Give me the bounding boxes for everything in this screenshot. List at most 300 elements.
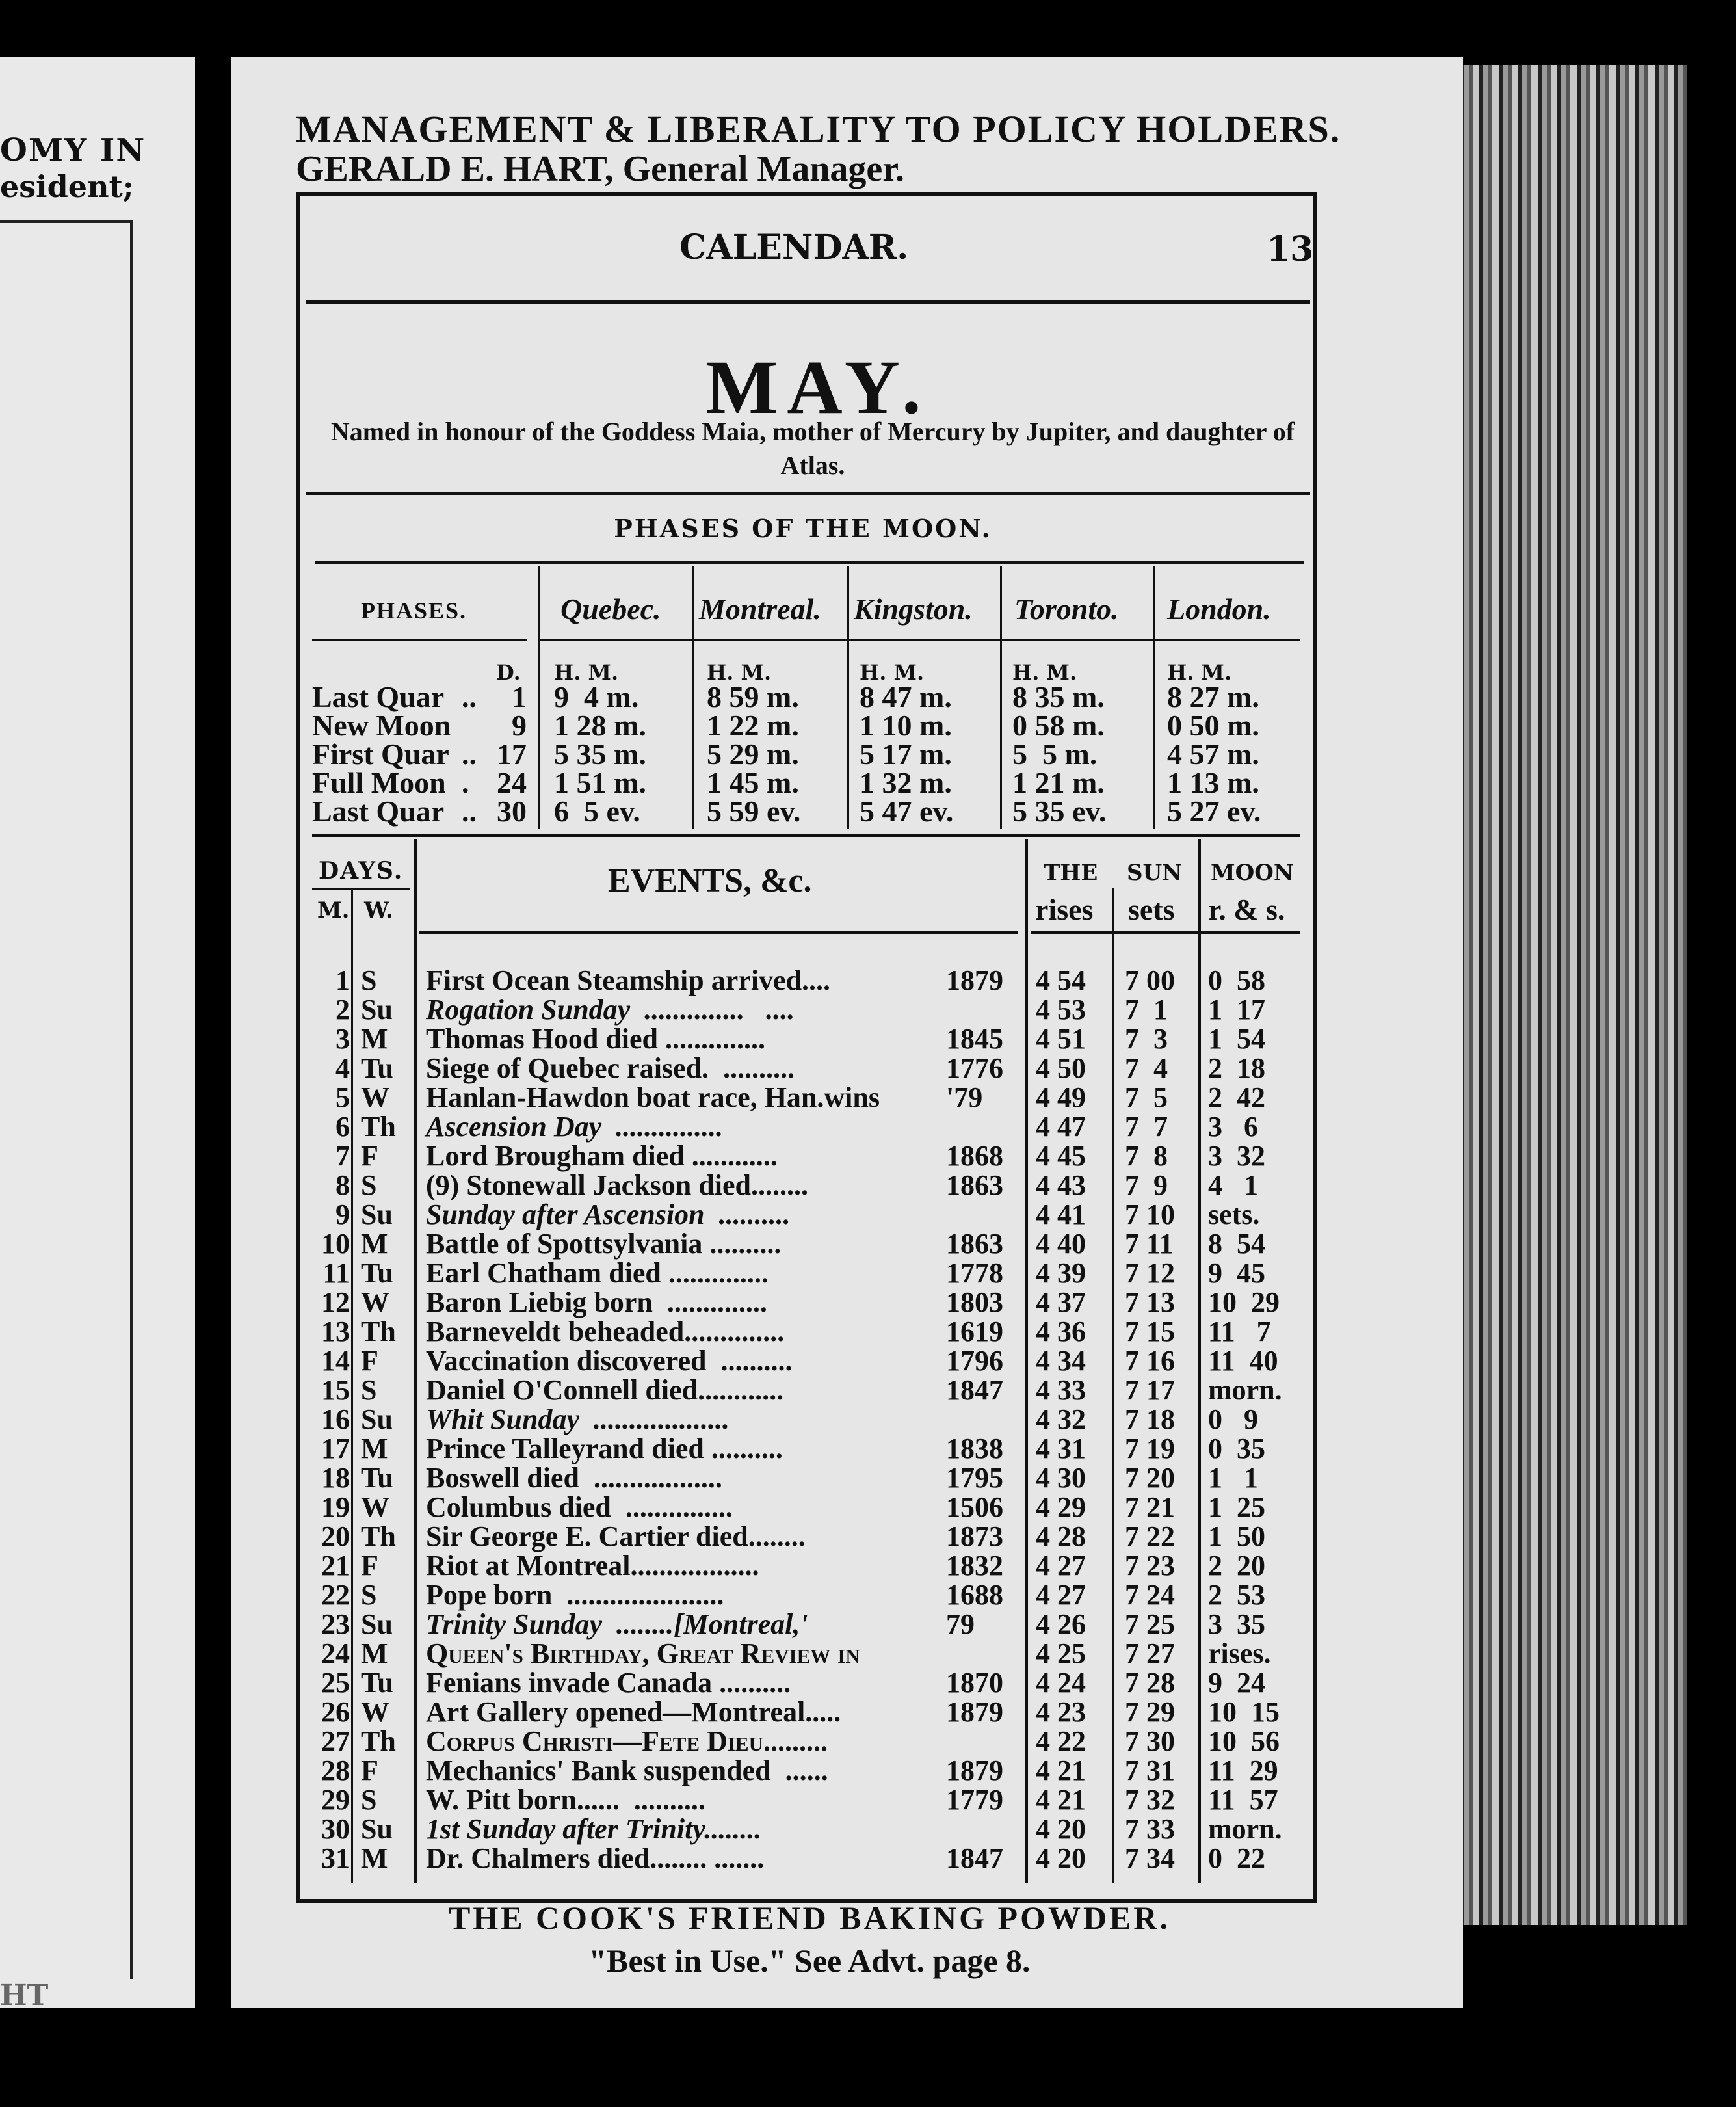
event-text: Baron Liebig born .............. (426, 1286, 767, 1318)
header-line-2: GERALD E. HART, General Manager. (296, 149, 905, 189)
table-row (0, 1492, 1736, 1522)
sun-sets: 7 7 (1125, 1111, 1168, 1143)
day-of-month: 24 (321, 1637, 350, 1669)
day-of-month: 9 (335, 1199, 350, 1230)
event-text: Siege of Quebec raised. .......... (426, 1052, 795, 1084)
sun-rises: 4 31 (1036, 1433, 1086, 1464)
day-of-month: 12 (321, 1286, 350, 1318)
table-row (0, 995, 1736, 1024)
phase-time: 1 10 m. (860, 709, 952, 742)
sun-rises: 4 54 (1036, 964, 1086, 996)
footer-advert: THE COOK'S FRIEND BAKING POWDER. (448, 1900, 1171, 1936)
event-text: Hanlan-Hawdon boat race, Han.wins (426, 1081, 880, 1113)
day-of-week: W (361, 1491, 389, 1523)
day-of-week: Su (361, 1608, 393, 1640)
event-text: Barneveldt beheaded.............. (426, 1316, 785, 1347)
divider (306, 300, 1310, 304)
event-text: Battle of Spottsylvania .......... (426, 1228, 782, 1260)
phase-time: 1 28 m. (554, 709, 646, 742)
day-of-month: 6 (335, 1111, 350, 1143)
sun-sets: 7 4 (1125, 1052, 1168, 1084)
event-year: 1847 (946, 1374, 1003, 1406)
table-row (0, 1229, 1736, 1258)
sun-rises: 4 34 (1036, 1345, 1086, 1377)
sun-rises: 4 36 (1036, 1316, 1086, 1347)
phase-day: 1 (512, 680, 527, 713)
sets-label: sets (1128, 893, 1175, 926)
event-text: Prince Talleyrand died .......... (426, 1433, 783, 1464)
table-row (0, 1639, 1736, 1668)
hm-label: H. M. (707, 660, 772, 685)
m-label: M. (317, 897, 350, 923)
day-of-week: Tu (361, 1462, 393, 1494)
sun-sets: 7 27 (1125, 1637, 1175, 1669)
phase-time: 1 51 m. (554, 766, 646, 799)
event-year: 1803 (946, 1286, 1003, 1318)
phase-time: 0 58 m. (1012, 709, 1105, 742)
event-year: 1832 (946, 1550, 1003, 1582)
phases-label: PHASES. (361, 598, 467, 624)
event-year: 1845 (946, 1023, 1003, 1055)
event-text: Thomas Hood died .............. (426, 1023, 765, 1055)
day-of-week: F (361, 1755, 378, 1786)
facing-page-text: esident; (0, 169, 134, 204)
day-of-week: Tu (361, 1667, 393, 1699)
sun-sets: 7 1 (1125, 994, 1168, 1026)
day-of-week: Th (361, 1520, 396, 1552)
day-of-month: 3 (335, 1023, 350, 1055)
divider (306, 492, 1310, 495)
moon-rise-set: 1 17 (1208, 994, 1265, 1026)
day-of-week: F (361, 1140, 378, 1172)
moon-rise-set: 0 35 (1208, 1433, 1265, 1464)
moon-rise-set: 11 7 (1208, 1316, 1271, 1347)
sun-sets: 7 00 (1125, 964, 1175, 996)
sun-rises: 4 39 (1036, 1257, 1086, 1289)
phase-time: 4 57 m. (1167, 737, 1259, 771)
table-row (0, 1668, 1736, 1697)
sun-rises: 4 20 (1036, 1842, 1086, 1874)
sun-sets: 7 20 (1125, 1462, 1175, 1494)
moon-rise-set: 0 22 (1208, 1842, 1265, 1874)
phase-time: 8 27 m. (1167, 680, 1259, 713)
phase-time: 8 47 m. (860, 680, 952, 713)
day-of-month: 14 (321, 1345, 350, 1377)
moon-rise-set: sets. (1208, 1199, 1260, 1230)
sun-rises: 4 50 (1036, 1052, 1086, 1084)
sun-sets: 7 33 (1125, 1813, 1175, 1845)
day-of-week: M (361, 1433, 388, 1464)
event-year: 1863 (946, 1169, 1003, 1201)
divider (312, 639, 527, 641)
sun-rises: 4 29 (1036, 1491, 1086, 1523)
table-row (0, 1463, 1736, 1492)
day-of-month: 26 (321, 1696, 350, 1728)
day-of-week: Th (361, 1111, 396, 1143)
event-year: 1688 (946, 1579, 1003, 1611)
event-text: Columbus died ............... (426, 1491, 733, 1523)
event-year: 1847 (946, 1842, 1003, 1874)
sun-sets: 7 17 (1125, 1374, 1175, 1406)
table-row (0, 1375, 1736, 1405)
phase-leader-dots: . (462, 766, 469, 799)
day-of-month: 31 (321, 1842, 350, 1874)
day-of-week: Su (361, 1403, 393, 1435)
facing-page-text: HT (0, 1979, 49, 2012)
phase-time: 5 29 m. (707, 737, 799, 771)
moon-rise-set: 0 9 (1208, 1403, 1258, 1435)
day-of-week: M (361, 1023, 388, 1055)
day-of-month: 17 (321, 1433, 350, 1464)
moon-rise-set: 10 56 (1208, 1725, 1280, 1757)
event-text: Sir George E. Cartier died........ (426, 1520, 806, 1552)
phase-name: Full Moon (312, 766, 446, 799)
table-row (0, 1024, 1736, 1054)
footer-advert-tagline: "Best in Use." See Advt. page 8. (588, 1942, 1031, 1979)
phase-time: 8 59 m. (707, 680, 799, 713)
table-row (0, 1814, 1736, 1844)
sun-rises: 4 20 (1036, 1813, 1086, 1845)
divider (312, 834, 1300, 837)
event-text: Riot at Montreal.................. (426, 1550, 759, 1582)
table-row (0, 1727, 1736, 1756)
sun-sets: 7 13 (1125, 1286, 1175, 1318)
moon-rise-set: 11 57 (1208, 1784, 1278, 1816)
phases-title: PHASES OF THE MOON. (614, 514, 992, 543)
phase-time: 5 35 ev. (1012, 795, 1107, 828)
moon-rise-set: 10 15 (1208, 1696, 1280, 1728)
phase-time: 5 47 ev. (860, 795, 954, 828)
table-row (0, 1288, 1736, 1317)
divider (419, 931, 1018, 934)
sun-sets: 7 21 (1125, 1491, 1175, 1523)
event-text: Dr. Chalmers died........ ....... (426, 1842, 765, 1874)
column-separator (1153, 566, 1155, 829)
hm-label: H. M. (554, 660, 619, 685)
rises-label: rises (1035, 893, 1094, 926)
table-row (0, 1434, 1736, 1463)
table-row (0, 1346, 1736, 1375)
sun-rises: 4 21 (1036, 1755, 1086, 1786)
event-year: 1795 (946, 1462, 1003, 1494)
phase-time: 5 27 ev. (1167, 795, 1261, 828)
day-of-month: 15 (321, 1374, 350, 1406)
city-london: London. (1167, 592, 1271, 626)
table-row (0, 1141, 1736, 1171)
event-year: 1863 (946, 1228, 1003, 1260)
phase-time: 5 5 m. (1012, 737, 1098, 771)
table-row (0, 1844, 1736, 1873)
event-year: 1868 (946, 1140, 1003, 1172)
moon-rise-set: morn. (1208, 1813, 1282, 1845)
table-row (0, 1112, 1736, 1141)
event-year: 1873 (946, 1520, 1003, 1552)
the-label: THE (1044, 860, 1098, 886)
day-of-month: 29 (321, 1784, 350, 1816)
moon-rise-set: 4 1 (1208, 1169, 1258, 1201)
sun-sets: 7 28 (1125, 1667, 1175, 1699)
day-of-week: S (361, 1374, 377, 1406)
event-text: Trinity Sunday ........[Montreal,' (426, 1608, 808, 1640)
days-label: DAYS. (319, 857, 404, 884)
day-of-month: 19 (321, 1491, 350, 1523)
phase-time: 0 50 m. (1167, 709, 1259, 742)
sun-rises: 4 53 (1036, 994, 1086, 1026)
column-separator (538, 566, 540, 829)
moon-rise-set: 1 1 (1208, 1462, 1258, 1494)
day-of-month: 27 (321, 1725, 350, 1757)
moon-rise-set: 1 50 (1208, 1520, 1265, 1552)
sun-sets: 7 23 (1125, 1550, 1175, 1582)
phase-leader-dots: .. (462, 795, 477, 828)
moon-rise-set: 3 32 (1208, 1140, 1265, 1172)
event-year: 1879 (946, 1755, 1003, 1786)
moon-rise-set: rises. (1208, 1637, 1271, 1669)
column-separator (1000, 566, 1002, 829)
sun-rises: 4 33 (1036, 1374, 1086, 1406)
event-text: Queen's Birthday, Great Review in (426, 1637, 860, 1669)
sun-label: SUN (1127, 860, 1183, 886)
sun-sets: 7 30 (1125, 1725, 1175, 1757)
day-of-week: S (361, 964, 377, 996)
table-row (0, 1785, 1736, 1814)
event-year: 1619 (946, 1316, 1003, 1347)
event-text: 1st Sunday after Trinity........ (426, 1813, 762, 1845)
day-of-month: 1 (335, 964, 350, 996)
event-year: 1778 (946, 1257, 1003, 1289)
sun-rises: 4 21 (1036, 1784, 1086, 1816)
sun-sets: 7 19 (1125, 1433, 1175, 1464)
day-of-month: 11 (322, 1257, 350, 1289)
sun-sets: 7 32 (1125, 1784, 1175, 1816)
phase-time: 1 32 m. (860, 766, 952, 799)
moon-rise-set: 9 45 (1208, 1257, 1265, 1289)
column-separator (692, 566, 694, 829)
event-text: Boswell died .................. (426, 1462, 722, 1494)
moon-rise-set: 9 24 (1208, 1667, 1265, 1699)
divider (1031, 931, 1300, 934)
phase-name: First Quar (312, 737, 449, 771)
event-year: 1879 (946, 964, 1003, 996)
phase-name: Last Quar (312, 680, 445, 713)
day-of-week: Tu (361, 1257, 393, 1289)
divider (315, 561, 1304, 564)
phase-day: 17 (497, 737, 527, 771)
sun-rises: 4 41 (1036, 1199, 1086, 1230)
event-text: Mechanics' Bank suspended ...... (426, 1755, 828, 1786)
day-of-week: Su (361, 1813, 393, 1845)
day-of-week: S (361, 1169, 377, 1201)
phase-time: 1 21 m. (1012, 766, 1105, 799)
day-label: D. (496, 660, 521, 685)
city-kingston: Kingston. (854, 592, 973, 626)
table-row (0, 1083, 1736, 1112)
sun-sets: 7 12 (1125, 1257, 1175, 1289)
day-of-month: 21 (321, 1550, 350, 1582)
day-of-month: 5 (335, 1081, 350, 1113)
city-montreal: Montreal. (699, 592, 821, 626)
hm-label: H. M. (1167, 660, 1232, 685)
event-year: 79 (946, 1608, 975, 1640)
moon-rise-set: 1 25 (1208, 1491, 1265, 1523)
sun-sets: 7 15 (1125, 1316, 1175, 1347)
sun-rises: 4 22 (1036, 1725, 1086, 1757)
event-year: 1776 (946, 1052, 1003, 1084)
phase-time: 9 4 m. (554, 680, 639, 713)
phase-time: 5 17 m. (860, 737, 952, 771)
sun-sets: 7 3 (1125, 1023, 1168, 1055)
event-text: Rogation Sunday .............. .... (426, 994, 795, 1026)
day-of-month: 25 (321, 1667, 350, 1699)
event-year: 1870 (946, 1667, 1003, 1699)
event-text: Pope born ...................... (426, 1579, 724, 1611)
table-row (0, 1551, 1736, 1580)
rs-label: r. & s. (1208, 893, 1285, 926)
month-title: MAY. (705, 345, 930, 430)
phase-time: 5 59 ev. (707, 795, 801, 828)
sun-sets: 7 31 (1125, 1755, 1175, 1786)
table-row (0, 1756, 1736, 1785)
table-row (0, 1258, 1736, 1288)
event-text: Whit Sunday ................... (426, 1403, 730, 1435)
table-row (0, 1522, 1736, 1551)
event-text: Lord Brougham died ............ (426, 1140, 778, 1172)
header-line-1: MANAGEMENT & LIBERALITY TO POLICY HOLDERS. (296, 108, 1341, 150)
sun-rises: 4 28 (1036, 1520, 1086, 1552)
moon-rise-set: 8 54 (1208, 1228, 1265, 1260)
phase-leader-dots: .. (462, 737, 477, 771)
table-row (0, 966, 1736, 995)
table-row (0, 1405, 1736, 1434)
table-row (0, 1200, 1736, 1229)
sun-sets: 7 34 (1125, 1842, 1175, 1874)
phase-time: 5 35 m. (554, 737, 646, 771)
table-row (0, 1054, 1736, 1083)
sun-sets: 7 24 (1125, 1579, 1175, 1611)
event-year: 1779 (946, 1784, 1003, 1816)
event-year: 1506 (946, 1491, 1003, 1523)
event-text: Art Gallery opened—Montreal..... (426, 1696, 841, 1728)
event-year: 1838 (946, 1433, 1003, 1464)
day-of-month: 16 (321, 1403, 350, 1435)
month-description: Named in honour of the Goddess Maia, mother of Mercury by Jupiter, and daughter of Atlas. (330, 417, 1295, 480)
day-of-week: M (361, 1637, 388, 1669)
day-of-month: 23 (321, 1608, 350, 1640)
sun-rises: 4 47 (1036, 1111, 1086, 1143)
phase-leader-dots: .. (462, 680, 477, 713)
event-text: Earl Chatham died .............. (426, 1257, 769, 1289)
calendar-title: CALENDAR. (679, 228, 909, 267)
sun-rises: 4 49 (1036, 1081, 1086, 1113)
table-row (0, 1317, 1736, 1346)
page-number: 13 (1267, 230, 1314, 269)
day-of-month: 7 (335, 1140, 350, 1172)
day-of-week: F (361, 1345, 378, 1377)
events-label: EVENTS, &c. (608, 862, 812, 899)
city-toronto: Toronto. (1014, 592, 1119, 626)
day-of-month: 28 (321, 1755, 350, 1786)
day-of-month: 20 (321, 1520, 350, 1552)
sun-rises: 4 26 (1036, 1608, 1086, 1640)
event-text: Fenians invade Canada .......... (426, 1667, 791, 1699)
sun-rises: 4 32 (1036, 1403, 1086, 1435)
moon-rise-set: morn. (1208, 1374, 1282, 1406)
sun-sets: 7 18 (1125, 1403, 1175, 1435)
day-of-month: 18 (321, 1462, 350, 1494)
table-row (0, 1697, 1736, 1727)
event-year: 1796 (946, 1345, 1003, 1377)
sun-rises: 4 25 (1036, 1637, 1086, 1669)
facing-page-text: OMY IN (0, 132, 146, 168)
w-label: W. (364, 897, 393, 923)
day-of-week: S (361, 1579, 377, 1611)
phase-name: Last Quar (312, 795, 445, 828)
moon-label: MOON (1211, 860, 1294, 886)
table-row (0, 1580, 1736, 1610)
moon-rise-set: 2 42 (1208, 1081, 1265, 1113)
event-text: Corpus Christi—Fete Dieu......... (426, 1725, 828, 1757)
phase-time: 8 35 m. (1012, 680, 1105, 713)
sun-sets: 7 5 (1125, 1081, 1168, 1113)
moon-rise-set: 3 35 (1208, 1608, 1265, 1640)
divider (312, 888, 410, 890)
moon-rise-set: 1 54 (1208, 1023, 1265, 1055)
phase-day: 9 (512, 709, 527, 742)
sun-sets: 7 16 (1125, 1345, 1175, 1377)
divider (540, 639, 1300, 641)
day-of-week: F (361, 1550, 378, 1582)
day-of-week: Th (361, 1316, 396, 1347)
event-text: Daniel O'Connell died............ (426, 1374, 784, 1406)
day-of-month: 10 (321, 1228, 350, 1260)
table-row (0, 1171, 1736, 1200)
sun-rises: 4 30 (1036, 1462, 1086, 1494)
moon-rise-set: 2 18 (1208, 1052, 1265, 1084)
sun-sets: 7 11 (1125, 1228, 1174, 1260)
moon-rise-set: 11 29 (1208, 1755, 1278, 1786)
event-text: (9) Stonewall Jackson died........ (426, 1169, 808, 1201)
sun-rises: 4 37 (1036, 1286, 1086, 1318)
day-of-week: S (361, 1784, 377, 1816)
day-of-month: 30 (321, 1813, 350, 1845)
moon-rise-set: 0 58 (1208, 964, 1265, 996)
event-text: Vaccination discovered .......... (426, 1345, 793, 1377)
hm-label: H. M. (1012, 660, 1077, 685)
phase-time: 1 13 m. (1167, 766, 1259, 799)
sun-sets: 7 9 (1125, 1169, 1168, 1201)
table-row (0, 1610, 1736, 1639)
day-of-week: W (361, 1286, 389, 1318)
phase-day: 30 (497, 795, 527, 828)
day-of-month: 8 (335, 1169, 350, 1201)
sun-rises: 4 45 (1036, 1140, 1086, 1172)
city-quebec: Quebec. (560, 592, 661, 626)
event-text: Ascension Day ............... (426, 1111, 724, 1143)
day-of-week: W (361, 1081, 389, 1113)
hm-label: H. M. (860, 660, 925, 685)
event-year: 1879 (946, 1696, 1003, 1728)
day-of-week: Th (361, 1725, 396, 1757)
moon-rise-set: 2 20 (1208, 1550, 1265, 1582)
day-of-week: Su (361, 1199, 393, 1230)
day-of-month: 13 (321, 1316, 350, 1347)
day-of-month: 2 (335, 994, 350, 1026)
sun-rises: 4 27 (1036, 1579, 1086, 1611)
sun-sets: 7 29 (1125, 1696, 1175, 1728)
event-text: First Ocean Steamship arrived.... (426, 964, 831, 996)
event-year: '79 (946, 1081, 983, 1113)
phase-time: 1 45 m. (707, 766, 799, 799)
